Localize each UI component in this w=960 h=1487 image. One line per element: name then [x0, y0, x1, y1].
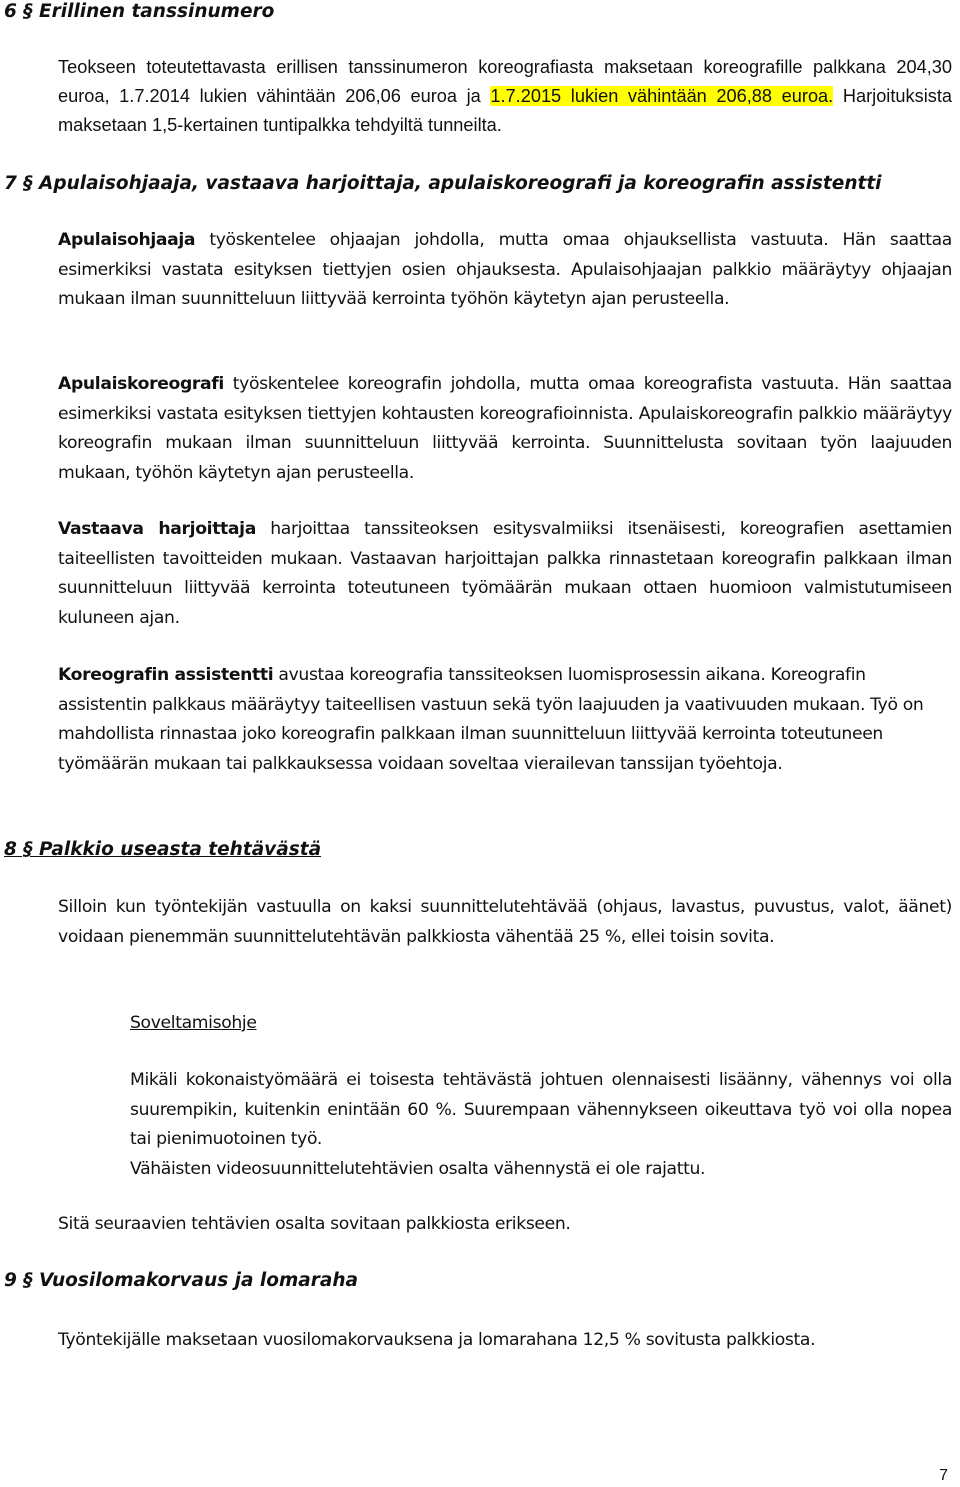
- section-7-paragraph-koreografin-assistentti: Koreografin assistentti avustaa koreografia tanssiteoksen luomisprosessin aikana. Koreografin assistentin palkkaus määräytyy taiteellisen vastuun sekä työn laajuuden ja vaativuuden mukaan. Työ on mahdollista rinnastaa joko koreografin palkkaan ilman suunnitteluun liittyvää kerrointa toteutuneen työmäärän mukaan tai palkkauksessa voidaan soveltaa vierailevan tanssijan työehtoja.: [58, 665, 924, 774]
- section-8-heading: 8 § Palkkio useasta tehtävästä: [4, 839, 322, 860]
- section-9-paragraph: Työntekijälle maksetaan vuosilomakorvauksena ja lomarahana 12,5 % sovitusta palkkiosta.: [58, 1330, 816, 1350]
- section-8-paragraph-followup: Sitä seuraavien tehtävien osalta sovitaan palkkiosta erikseen.: [58, 1214, 571, 1234]
- section-6-paragraph: Teokseen toteutettavasta erillisen tanssinumeron koreografiasta maksetaan koreografille palkkana 204,30 euroa, 1.7.2014 lukien vähintään 206,06 euroa ja 1.7.2015 lukien vähintään 206,88 euroa. Harjoituksista maksetaan 1,5-kertainen tuntipalkka tehdyiltä tunneilta.: [58, 57, 953, 135]
- soveltamisohje-title: Soveltamisohje: [130, 1013, 257, 1033]
- section-7-paragraph-vastaava-harjoittaja: Vastaava harjoittaja harjoittaa tanssiteoksen esitysvalmiiksi itsenäisesti, koreografien asettamien taiteellisten tavoitteiden mukaan. Vastaavan harjoittajan palkka rinnastetaan koreografin palkkaan ilman suunnitteluun liittyvää kerrointa toteutuneen työmäärän mukaan ottaen huomioon valmistutumiseen kuluneen ajan.: [58, 519, 952, 628]
- section-7-paragraph-apulaiskoreografi: Apulaiskoreografi työskentelee koreografin johdolla, mutta omaa koreografista vastuuta. Hän saattaa esimerkiksi vastata esityksen tiettyjen kohtausten koreografioinnista. Apulaiskoreografin palkkio määräytyy koreografin mukaan ilman suunnitteluun liittyvää kerrointa. Suunnittelusta sovitaan työn laajuuden mukaan, työhön käytetyn ajan perusteella.: [58, 374, 952, 483]
- highlighted-text: 1.7.2015 lukien vähintään 206,88 euroa.: [490, 86, 834, 106]
- soveltamisohje-paragraph: Mikäli kokonaistyömäärä ei toisesta tehtävästä johtuen olennaisesti lisäänny, vähennys voi olla suurempikin, kuitenkin enintään 60 %. Suurempaan vähennykseen oikeuttava työ voi olla nopea tai pienimuotoinen työ. Vähäisten videosuunnittelutehtävien osalta vähennystä ei ole rajattu.: [130, 1070, 952, 1179]
- section-7-heading: 7 § Apulaisohjaaja, vastaava harjoittaja, apulaiskoreografi ja koreografin assistentti: [4, 173, 882, 194]
- section-8-paragraph-main: Silloin kun työntekijän vastuulla on kaksi suunnittelutehtävää (ohjaus, lavastus, puvustus, valot, äänet) voidaan pienemmän suunnittelutehtävän palkkiosta vähentää 25 %, ellei toisin sovita.: [58, 897, 952, 947]
- section-7-paragraph-apulaisohjaaja: Apulaisohjaaja työskentelee ohjaajan johdolla, mutta omaa ohjauksellista vastuuta. Hän saattaa esimerkiksi vastata esityksen tiettyjen osien ohjauksesta. Apulaisohjaajan palkkio määräytyy ohjaajan mukaan ilman suunnitteluun liittyvää kerrointa työhön käytetyn ajan perusteella.: [58, 230, 952, 309]
- page-number: 7: [939, 1467, 948, 1484]
- section-6-heading: 6 § Erillinen tanssinumero: [4, 1, 275, 22]
- section-9-heading: 9 § Vuosilomakorvaus ja lomaraha: [4, 1270, 359, 1291]
